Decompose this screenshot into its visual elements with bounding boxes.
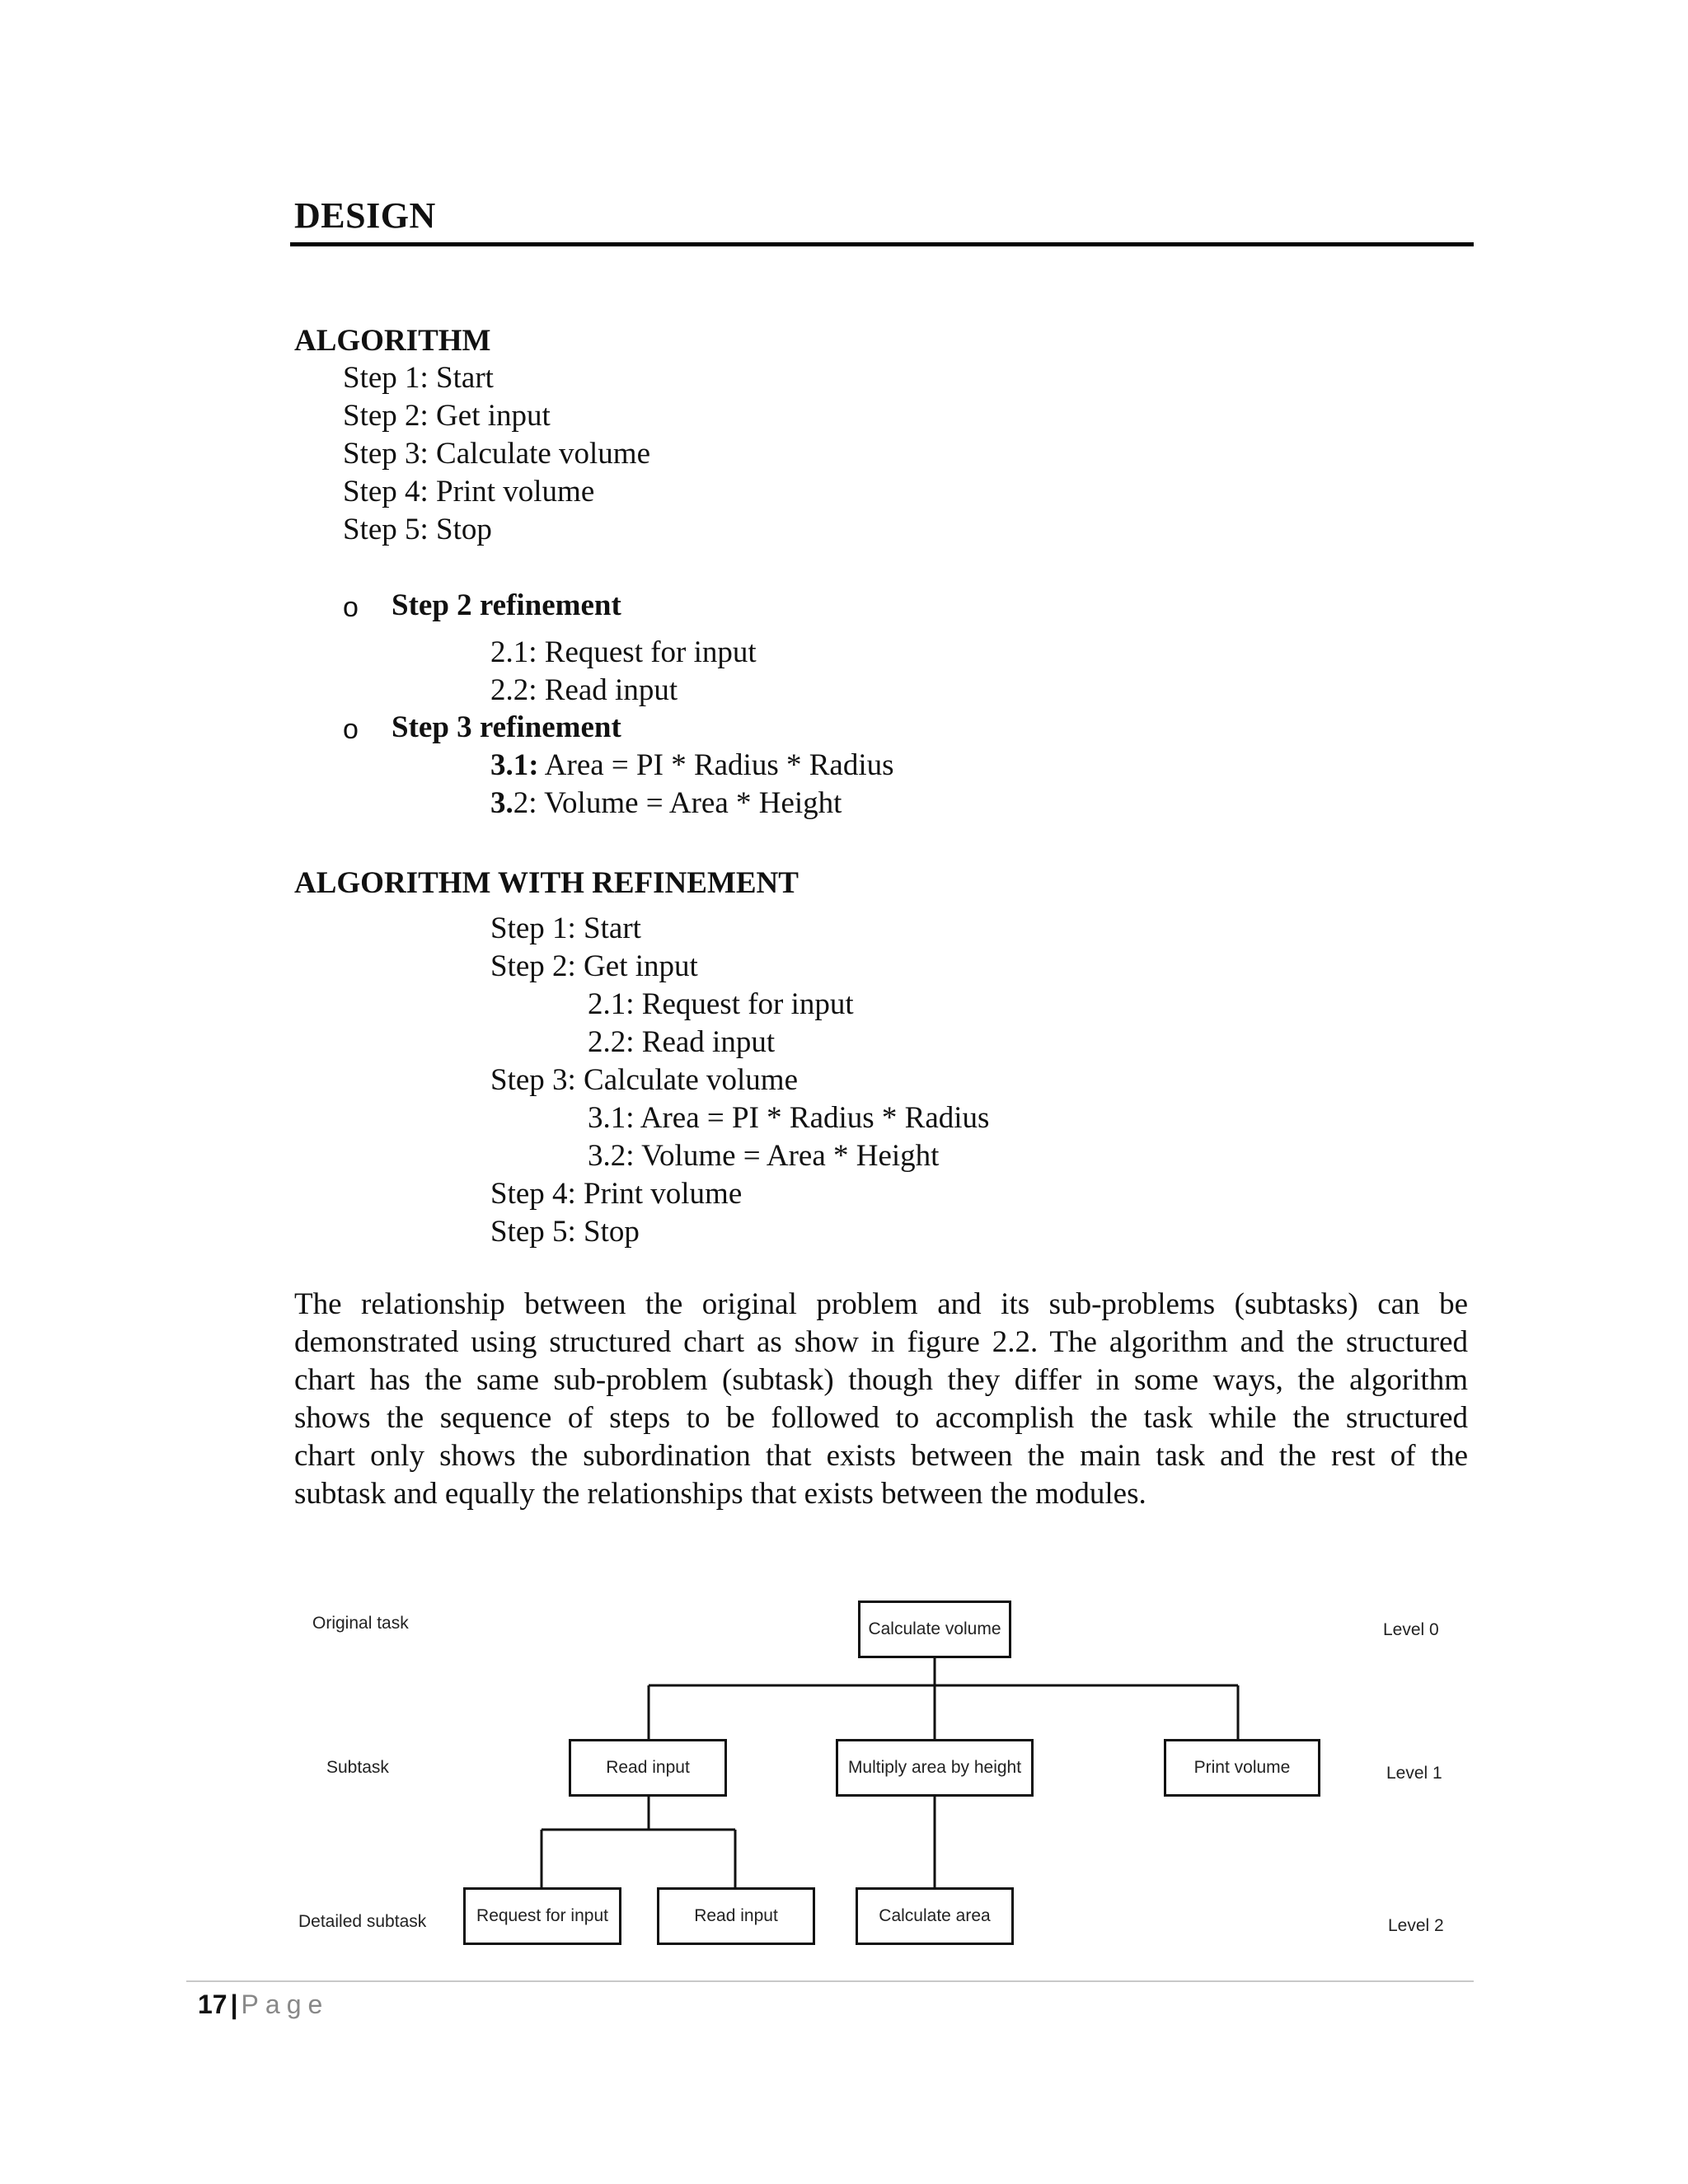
algorithm-step: Step 4: Print volume	[343, 475, 595, 509]
chart-node-level1: Print volume	[1164, 1739, 1320, 1797]
item-text: 2: Volume = Area * Height	[513, 786, 842, 820]
paragraph-line: demonstrated using structured chart as show in figure 2.2. The algorithm and the structured	[294, 1325, 1468, 1359]
refined-line: Step 4: Print volume	[490, 1177, 743, 1211]
chart-node-root: Calculate volume	[858, 1601, 1011, 1658]
refined-line: Step 5: Stop	[490, 1215, 640, 1249]
item-number: 3.	[490, 786, 513, 820]
item-text: Area = PI * Radius * Radius	[538, 748, 894, 782]
algorithm-title: ALGORITHM	[294, 324, 491, 358]
bullet-icon: o	[343, 592, 359, 623]
chart-level-label: Level 1	[1386, 1764, 1442, 1783]
chart-level-label: Level 0	[1383, 1620, 1439, 1639]
algorithm-step: Step 1: Start	[343, 361, 494, 395]
paragraph-line: subtask and equally the relationships that exists between the modules.	[294, 1477, 1146, 1511]
page-number: 17	[198, 1990, 227, 2019]
item-number: 2.1:	[490, 635, 537, 669]
refined-line: 3.2: Volume = Area * Height	[588, 1139, 940, 1173]
refined-line: Step 1: Start	[490, 912, 641, 945]
algorithm-step: Step 3: Calculate volume	[343, 437, 650, 471]
paragraph-line: chart has the same sub-problem (subtask) though they differ in some ways, the algorithm	[294, 1363, 1468, 1397]
refined-line: 2.2: Read input	[588, 1025, 776, 1059]
chart-level-label: Level 2	[1388, 1916, 1444, 1935]
chart-node-level2: Calculate area	[856, 1887, 1014, 1945]
page-heading: DESIGN	[294, 195, 436, 236]
chart-node-level1: Multiply area by height	[836, 1739, 1034, 1797]
chart-row-label: Subtask	[326, 1758, 389, 1777]
chart-node-level2: Request for input	[463, 1887, 621, 1945]
paragraph-line: shows the sequence of steps to be followed to accomplish the task while the structured	[294, 1401, 1468, 1435]
refined-line: 3.1: Area = PI * Radius * Radius	[588, 1101, 990, 1135]
refined-line: Step 3: Calculate volume	[490, 1063, 798, 1097]
item-text: Read input	[537, 673, 678, 707]
chart-row-label: Detailed subtask	[298, 1912, 427, 1931]
chart-node-level1: Read input	[569, 1739, 727, 1797]
bullet-icon: o	[343, 714, 359, 745]
paragraph-line: chart only shows the subordination that exists between the main task and the rest of the	[294, 1439, 1468, 1473]
algorithm-step: Step 2: Get input	[343, 399, 551, 433]
item-number: 2.2:	[490, 673, 537, 707]
page-word: Page	[241, 1990, 330, 2019]
chart-row-label: Original task	[312, 1614, 409, 1633]
item-text: Request for input	[537, 635, 757, 669]
algorithm-step: Step 5: Stop	[343, 513, 492, 546]
refined-line: 2.1: Request for input	[588, 987, 854, 1021]
refinement-title: Step 3 refinement	[392, 710, 621, 744]
refinement-title: Step 2 refinement	[392, 588, 621, 622]
item-number: 3.1:	[490, 748, 539, 782]
paragraph-line: The relationship between the original problem and its sub-problems (subtasks) can be	[294, 1287, 1468, 1321]
refined-line: Step 2: Get input	[490, 949, 698, 983]
chart-node-level2: Read input	[657, 1887, 815, 1945]
footer-rule	[186, 1980, 1474, 1982]
footer-separator: |	[230, 1990, 238, 2019]
refined-title: ALGORITHM WITH REFINEMENT	[294, 866, 799, 900]
page-footer	[198, 1990, 329, 2020]
